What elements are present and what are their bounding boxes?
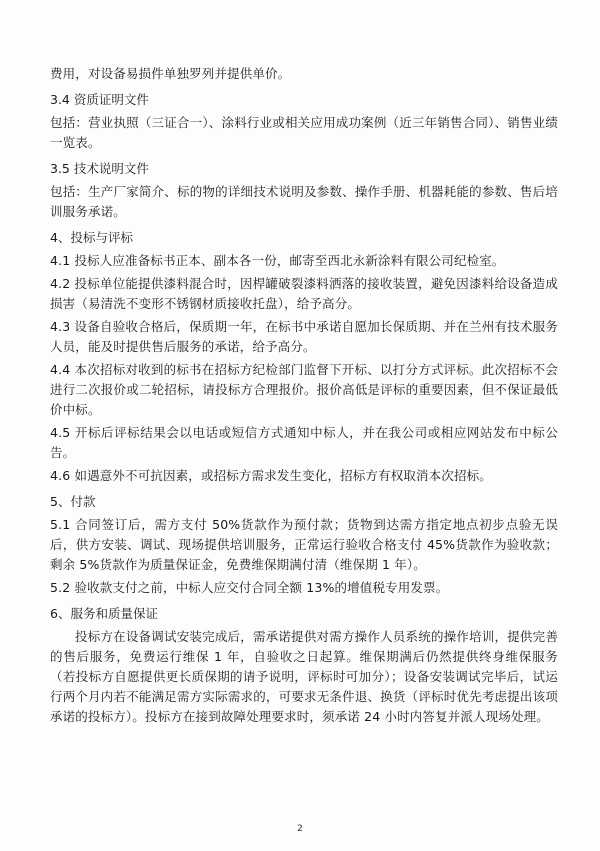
heading-6: 6、服务和质量保证: [50, 606, 158, 621]
heading-5: 5、付款: [50, 494, 96, 509]
paragraph-5-1: 5.1 合同签订后，需方支付 50%货款作为预付款；货物到达需方指定地点初步点验无误后，供方安装、调试、现场提供培训服务，正常运行验收合格支付 45%货款作为验收款；剩余 5%货款作为质量保证金，免费维保期满付清（维保期 1 年）。: [50, 517, 558, 572]
heading-3-5: 3.5 技术说明文件: [50, 161, 149, 176]
paragraph-6: 投标方在设备调试安装完成后，需承诺提供对需方操作人员系统的操作培训，提供完善的售后服务，免费运行维保 1 年，自验收之日起算。维保期满后仍然提供终身维保服务（若投标方自愿提供更长质保期的请予说明，评标时可加分）；设备安装调试完毕后，试运行两个月内若不能满足需方实际需求的，可要求无条件退、换货（评标时优先考虑提出该项承诺的投标方）。投标方在接到故障处理要求时，须承诺 24 小时内答复并派人现场处理。: [50, 629, 558, 724]
paragraph-4-3: 4.3 设备自验收合格后，保质期一年，在标书中承诺自愿加长保质期、并在兰州有技术服务人员，能及时提供售后服务的承诺，给予高分。: [50, 319, 558, 354]
paragraph-5-2: 5.2 验收款支付之前，中标人应交付合同全额 13%的增值税专用发票。: [50, 580, 449, 595]
heading-3-4: 3.4 资质证明文件: [50, 92, 149, 107]
page-number: 2: [297, 824, 303, 834]
paragraph-4-6: 4.6 如遇意外不可抗因素，或招标方需求发生变化，招标方有权取消本次招标。: [50, 468, 492, 483]
heading-4: 4、投标与评标: [50, 230, 133, 245]
paragraph-4-4: 4.4 本次招标对收到的标书在招标方纪检部门监督下开标、以打分方式评标。此次招标不会进行二次报价或二轮招标，请投标方合理报价。报价高低是评标的重要因素，但不保证最低价中标。: [50, 362, 558, 417]
paragraph-4-5: 4.5 开标后评标结果会以电话或短信方式通知中标人，并在我公司或相应网站发布中标公告。: [50, 425, 558, 460]
paragraph-4-1: 4.1 投标人应准备标书正本、副本各一份，邮寄至西北永新涂料有限公司纪检室。: [50, 253, 505, 268]
document-body: [50, 64, 558, 727]
paragraph-3-4: 包括：营业执照（三证合一）、涂料行业或相关应用成功案例（近三年销售合同）、销售业绩一览表。: [50, 115, 558, 150]
paragraph-3-5: 包括：生产厂家简介、标的物的详细技术说明及参数、操作手册、机器耗能的参数、售后培训服务承诺。: [50, 184, 558, 219]
paragraph-fees: 费用，对设备易损件单独罗列并提供单价。: [50, 66, 291, 81]
paragraph-4-2: 4.2 投标单位能提供漆料混合时，因桿罐破裂漆料洒落的接收装置，避免因漆料给设备造成损害（易清洗不变形不锈钢材质接收托盘），给予高分。: [50, 276, 558, 311]
